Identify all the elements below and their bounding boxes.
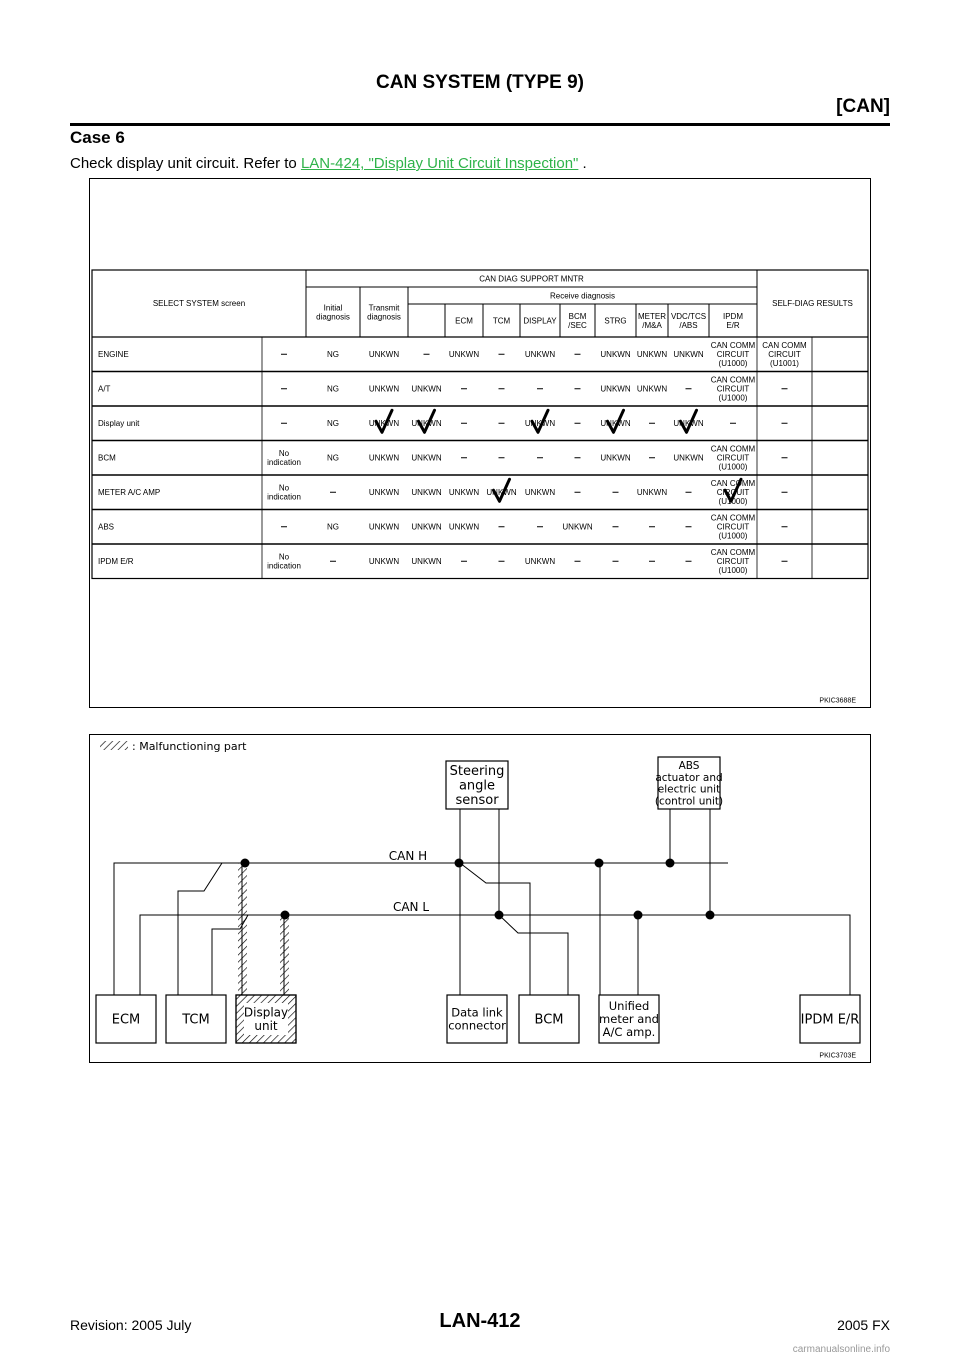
branch-wire [499, 915, 568, 995]
table-cell: UNKWN [486, 488, 517, 498]
table-row-system: METER A/C AMP [98, 488, 161, 498]
unit-label-bcm: BCM [534, 1012, 564, 1028]
table-cell: UNKWN [368, 488, 400, 498]
table-cell: UNKWN [411, 453, 442, 463]
receive-column-header: VDC/TCS /ABS [670, 311, 707, 330]
table-cell: NG [327, 419, 339, 429]
table-cell: CAN COMM CIRCUIT (U1000) [710, 341, 756, 369]
receive-column-header: ECM [455, 316, 473, 326]
table-cell: UNKWN [524, 419, 556, 429]
table-cell: UNKWN [411, 557, 442, 567]
figure-code: PKIC3688E [819, 697, 856, 705]
intro-text-end: . [578, 155, 587, 172]
table-cell: UNKWN [600, 350, 631, 360]
table-cell: No indication [267, 483, 301, 502]
unit-label-abs: ABS actuator and electric unit (control unit) [654, 760, 724, 808]
table-cell: UNKWN [448, 350, 480, 360]
footer-page-number: LAN-412 [439, 1310, 521, 1332]
table-cell: UNKWN [368, 384, 400, 394]
junction-dot [281, 911, 290, 920]
unit-label-meter: Unified meter and A/C amp. [599, 999, 659, 1039]
inspection-link[interactable]: LAN-424, "Display Unit Circuit Inspection" [300, 155, 579, 172]
table-row-system: ABS [98, 522, 115, 532]
junction-dot [595, 859, 604, 868]
table-cell: NG [327, 453, 339, 463]
table-row-system: A/T [98, 384, 111, 394]
legend-text: : Malfunctioning part [132, 739, 247, 753]
table-cell: UNKWN [368, 453, 400, 463]
table-cell: UNKWN [411, 384, 442, 394]
table-cell: No indication [267, 552, 301, 571]
can-communication-diagram [90, 735, 870, 1062]
junction-dot [455, 859, 464, 868]
can-diag-header: CAN DIAG SUPPORT MNTR [479, 274, 584, 284]
receive-column-header: BCM /SEC [568, 311, 587, 330]
junction-dot [241, 859, 250, 868]
table-cell: UNKWN [600, 419, 631, 429]
receive-column-header: IPDM E/R [723, 311, 743, 330]
table-cell: UNKWN [673, 419, 704, 429]
header-rule [70, 123, 890, 126]
table-cell: UNKWN [524, 350, 556, 360]
receive-column-header: METER /M&A [638, 311, 666, 330]
footer-revision: Revision: 2005 July [70, 1317, 192, 1333]
table-cell: UNKWN [411, 419, 442, 429]
table-cell: CAN COMM CIRCUIT (U1000) [710, 479, 756, 507]
table-cell: UNKWN [368, 557, 400, 567]
table-cell: UNKWN [600, 384, 631, 394]
can-diag-table [90, 179, 870, 707]
table-cell: CAN COMM CIRCUIT (U1001) [762, 341, 807, 369]
table-cell: CAN COMM CIRCUIT (U1000) [710, 375, 756, 403]
table-cell: NG [327, 350, 339, 360]
intro-line [70, 155, 587, 172]
table-cell: UNKWN [448, 522, 480, 532]
unit-label-dlc: Data link connector [448, 1005, 506, 1033]
case-heading: Case 6 [70, 128, 125, 147]
section-tag: [CAN] [836, 96, 890, 117]
receive-column-header: STRG [604, 316, 627, 326]
unit-label-tcm: TCM [182, 1012, 210, 1028]
table-cell: CAN COMM CIRCUIT (U1000) [710, 548, 756, 576]
can-h-line [114, 863, 728, 995]
table-cell: UNKWN [636, 350, 668, 360]
table-cell: UNKWN [411, 522, 442, 532]
table-row-system: ENGINE [98, 350, 129, 360]
table-cell: UNKWN [636, 384, 668, 394]
junction-dot [495, 911, 504, 920]
table-cell: UNKWN [600, 453, 631, 463]
select-system-header: SELECT SYSTEM screen [152, 298, 246, 308]
can-l-label: CAN L [392, 900, 430, 915]
table-cell: UNKWN [368, 419, 400, 429]
table-cell: UNKWN [448, 488, 480, 498]
table-cell: UNKWN [562, 522, 593, 532]
receive-column-header: TCM [492, 316, 511, 326]
transmit-diagnosis-header: Transmit diagnosis [367, 303, 401, 322]
legend-hatch [100, 741, 128, 750]
junction-dot [634, 911, 643, 920]
unit-label-steering: Steering angle sensor [449, 763, 505, 809]
table-cell: NG [327, 384, 339, 394]
table-border [92, 270, 868, 579]
junction-dot [666, 859, 675, 868]
table-cell: UNKWN [524, 488, 556, 498]
table-cell: UNKWN [636, 488, 668, 498]
initial-diagnosis-header: Initial diagnosis [316, 303, 350, 322]
table-cell: UNKWN [411, 488, 442, 498]
watermark: carmanualsonline.info [792, 1344, 890, 1355]
can-diagram-figure [89, 734, 871, 1063]
diag-table-figure [89, 178, 871, 708]
intro-text: Check display unit circuit. Refer to [70, 155, 301, 172]
can-h-label: CAN H [388, 849, 428, 864]
table-cell: CAN COMM CIRCUIT (U1000) [710, 444, 756, 472]
table-row-system: IPDM E/R [98, 557, 134, 567]
receive-diagnosis-header: Receive diagnosis [550, 291, 615, 301]
junction-dot [706, 911, 715, 920]
footer-model: 2005 FX [837, 1317, 890, 1333]
table-cell: NG [327, 522, 339, 532]
table-cell: UNKWN [368, 522, 400, 532]
table-row-system: Display unit [98, 419, 140, 429]
unit-label-display: Display unit [243, 1005, 289, 1033]
figure-code: PKIC3703E [819, 1052, 856, 1060]
table-cell: CAN COMM CIRCUIT (U1000) [710, 513, 756, 541]
unit-label-ecm: ECM [111, 1012, 141, 1028]
table-cell: UNKWN [673, 453, 704, 463]
table-cell: UNKWN [368, 350, 400, 360]
table-cell: UNKWN [673, 350, 704, 360]
self-diag-header: SELF-DIAG RESULTS [772, 298, 853, 308]
page-title: CAN SYSTEM (TYPE 9) [376, 72, 584, 93]
unit-label-ipdm: IPDM E/R [800, 1012, 860, 1028]
receive-column-header: DISPLAY [523, 316, 557, 326]
table-row-system: BCM [98, 453, 116, 463]
branch-wire [460, 863, 530, 995]
table-cell: No indication [267, 449, 301, 468]
table-cell: UNKWN [524, 557, 556, 567]
